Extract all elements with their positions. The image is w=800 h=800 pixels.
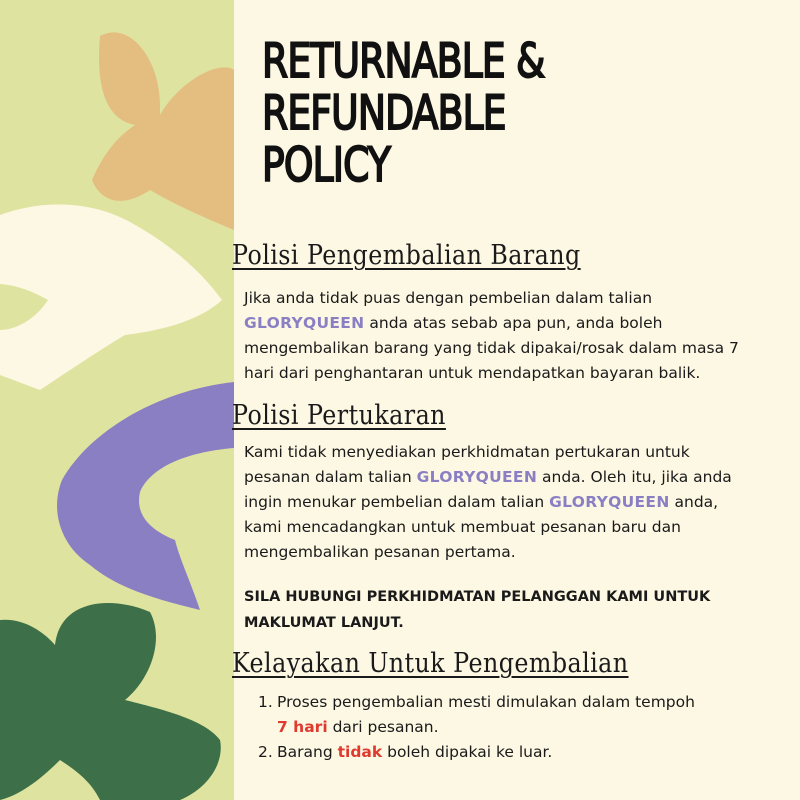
page-title: [262, 36, 545, 192]
eligibility-section: [232, 648, 695, 765]
text-line: hari dari penghantaran untuk mendapatkan bayaran balik.: [244, 364, 701, 382]
text-line: Jika anda tidak puas dengan pembelian dalam talian: [244, 289, 653, 307]
brand-name: GLORYQUEEN: [549, 493, 670, 511]
green-leaf: [0, 603, 221, 800]
highlight-duration: 7 hari: [277, 718, 328, 736]
list-item: [232, 740, 695, 765]
list-item: [232, 690, 695, 740]
text-line: boleh dipakai ke luar.: [382, 743, 553, 761]
purple-arc: [57, 382, 234, 610]
list-number: 2.: [258, 743, 273, 761]
eligibility-list: [232, 690, 695, 765]
return-policy-section: [232, 240, 739, 386]
text-line: mengembalikan pesanan pertama.: [244, 543, 516, 561]
brand-name: GLORYQUEEN: [416, 468, 538, 486]
brand-name: GLORYQUEEN: [244, 314, 365, 332]
contact-callout: [244, 584, 710, 636]
return-policy-text: [232, 286, 739, 386]
callout-line-1: SILA HUBUNGI PERKHIDMATAN PELANGGAN KAMI UNTUK: [244, 589, 711, 605]
decorative-shapes: [0, 0, 234, 800]
text-line: Barang: [277, 743, 338, 761]
orange-leaf: [92, 32, 234, 230]
text-line: ingin menukar pembelian dalam talian: [244, 493, 550, 511]
text-line: Proses pengembalian mesti dimulakan dalam tempoh: [277, 693, 695, 711]
text-line: anda. Oleh itu, jika anda: [537, 468, 732, 486]
cream-leaf: [0, 205, 222, 390]
title-line-3: POLICY: [262, 138, 391, 193]
highlight-word: tidak: [337, 743, 383, 761]
exchange-policy-text: [232, 440, 732, 565]
text-line: anda atas sebab apa pun, anda boleh: [364, 314, 663, 332]
exchange-policy-heading: Polisi Pertukaran: [232, 400, 446, 431]
list-number: 1.: [258, 693, 273, 711]
text-line: anda,: [669, 493, 719, 511]
text-line: kami mencadangkan untuk membuat pesanan baru dan: [244, 518, 681, 536]
title-line-1: RETURNABLE &: [262, 34, 545, 89]
decorative-panel: [0, 0, 234, 800]
callout-line-2: MAKLUMAT LANJUT.: [244, 615, 404, 631]
text-line: mengembalikan barang yang tidak dipakai/rosak dalam masa 7: [244, 339, 739, 357]
return-policy-heading: Polisi Pengembalian Barang: [232, 240, 581, 271]
title-line-2: REFUNDABLE: [262, 86, 506, 141]
text-line: pesanan dalam talian: [244, 468, 417, 486]
eligibility-heading: Kelayakan Untuk Pengembalian: [232, 648, 629, 679]
text-line: dari pesanan.: [327, 718, 439, 736]
exchange-policy-section: [232, 400, 732, 565]
text-line: Kami tidak menyediakan perkhidmatan pertukaran untuk: [244, 443, 690, 461]
